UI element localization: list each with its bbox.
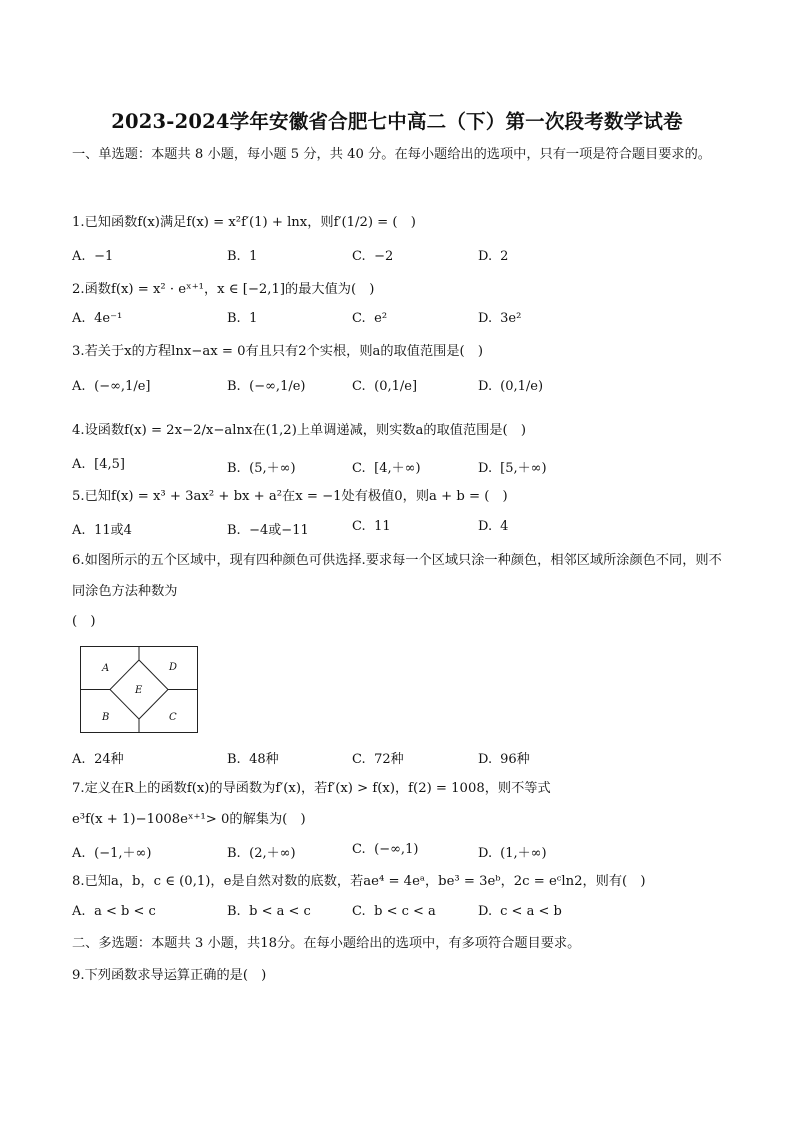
section-1-heading: 一、单选题：本题共 8 小题，每小题 5 分，共 40 分。在每小题给出的选项中，只有一项是符合题目要求的。: [72, 147, 711, 162]
question-3-option-c: C. (0,1/e]: [352, 379, 418, 394]
question-8-stem: 8.已知a，b，c ∈ (0,1)，e是自然对数的底数，若ae⁴ = 4eᵃ，be³ = 3eᵇ，2c = eᶜln2，则有( ): [72, 874, 646, 889]
question-8-option-a: A. a < b < c: [72, 904, 156, 919]
question-4-option-b: B. (5,＋∞): [227, 461, 296, 476]
question-8-option-d: D. c < a < b: [478, 904, 562, 919]
question-5-option-c: C. 11: [352, 519, 391, 534]
question-6-stem-tail: ( ): [72, 614, 96, 629]
question-8-option-b: B. b < a < c: [227, 904, 311, 919]
question-1-option-b: B. 1: [227, 249, 258, 264]
question-6-stem: 6.如图所示的五个区域中，现有四种颜色可供选择.要求每一个区域只涂一种颜色，相邻区域所涂颜色不同，则不同涂色方法种数为: [72, 553, 722, 599]
question-1-option-a: A. −1: [72, 249, 114, 264]
region-label-e: E: [135, 685, 143, 696]
question-5-stem: 5.已知f(x) = x³ + 3ax² + bx + a²在x = −1处有极值0，则a + b = ( ): [72, 489, 508, 504]
question-8-options: [72, 904, 732, 924]
question-4-stem: 4.设函数f(x) = 2x−2/x−alnx在(1,2)上单调递减，则实数a的取值范围是( ): [72, 423, 526, 438]
question-7-option-a: A. (−1,＋∞): [72, 846, 152, 861]
question-3-options: [72, 379, 732, 399]
question-5-option-a: A. 11或4: [72, 523, 132, 538]
page-title: 2023-2024学年安徽省合肥七中高二（下）第一次段考数学试卷: [111, 110, 683, 133]
question-9-stem: 9.下列函数求导运算正确的是( ): [72, 968, 267, 983]
question-3-option-a: A. (−∞,1/e]: [72, 379, 151, 394]
question-2-option-b: B. 1: [227, 311, 258, 326]
question-7-option-b: B. (2,＋∞): [227, 846, 296, 861]
question-7-stem: 7.定义在R上的函数f(x)的导函数为f′(x)，若f′(x) > f(x)，f(2) = 1008，则不等式: [72, 781, 551, 796]
question-4-options: [72, 457, 732, 477]
question-2-option-c: C. e²: [352, 311, 388, 326]
question-4-option-c: C. [4,＋∞): [352, 461, 421, 476]
coloring-regions-figure: [80, 646, 198, 733]
region-label-c: C: [169, 712, 177, 723]
question-6-option-b: B. 48种: [227, 752, 279, 767]
question-6-option-d: D. 96种: [478, 752, 530, 767]
question-6-option-c: C. 72种: [352, 752, 404, 767]
question-2-options: [72, 311, 732, 331]
question-6-option-a: A. 24种: [72, 752, 124, 767]
question-6-options: [72, 748, 732, 768]
question-2-option-d: D. 3e²: [478, 311, 522, 326]
question-3-option-d: D. (0,1/e): [478, 379, 544, 394]
region-label-b: B: [102, 712, 110, 723]
question-5-option-b: B. −4或−11: [227, 523, 309, 538]
question-2-stem: 2.函数f(x) = x² · eˣ⁺¹，x ∈ [−2,1]的最大值为( ): [72, 282, 375, 297]
question-1-stem: 1.已知函数f(x)满足f(x) = x²f′(1) + lnx，则f′(1/2) = ( ): [72, 215, 416, 230]
question-2-option-a: A. 4e⁻¹: [72, 311, 123, 326]
question-7-stem-line2: e³f(x + 1)−1008eˣ⁺¹> 0的解集为( ): [72, 812, 306, 827]
question-1-option-d: D. 2: [478, 249, 509, 264]
question-7-option-c: C. (−∞,1): [352, 842, 419, 857]
regions-diagram: [80, 646, 198, 733]
question-3-stem: 3.若关于x的方程lnx−ax = 0有且只有2个实根，则a的取值范围是( ): [72, 344, 484, 359]
question-4-option-a: A. [4,5]: [72, 457, 125, 472]
region-label-a: A: [102, 663, 110, 674]
question-1-options: [72, 249, 732, 269]
question-3-option-b: B. (−∞,1/e): [227, 379, 306, 394]
question-4-option-d: D. [5,＋∞): [478, 461, 547, 476]
question-8-option-c: C. b < c < a: [352, 904, 436, 919]
question-5-option-d: D. 4: [478, 519, 509, 534]
question-5-options: [72, 519, 732, 539]
region-label-d: D: [169, 662, 178, 673]
question-7-options: [72, 842, 732, 862]
section-2-heading: 二、多选题：本题共 3 小题，共18分。在每小题给出的选项中，有多项符合题目要求。: [72, 936, 581, 951]
question-1-option-c: C. −2: [352, 249, 394, 264]
question-7-option-d: D. (1,＋∞): [478, 846, 547, 861]
